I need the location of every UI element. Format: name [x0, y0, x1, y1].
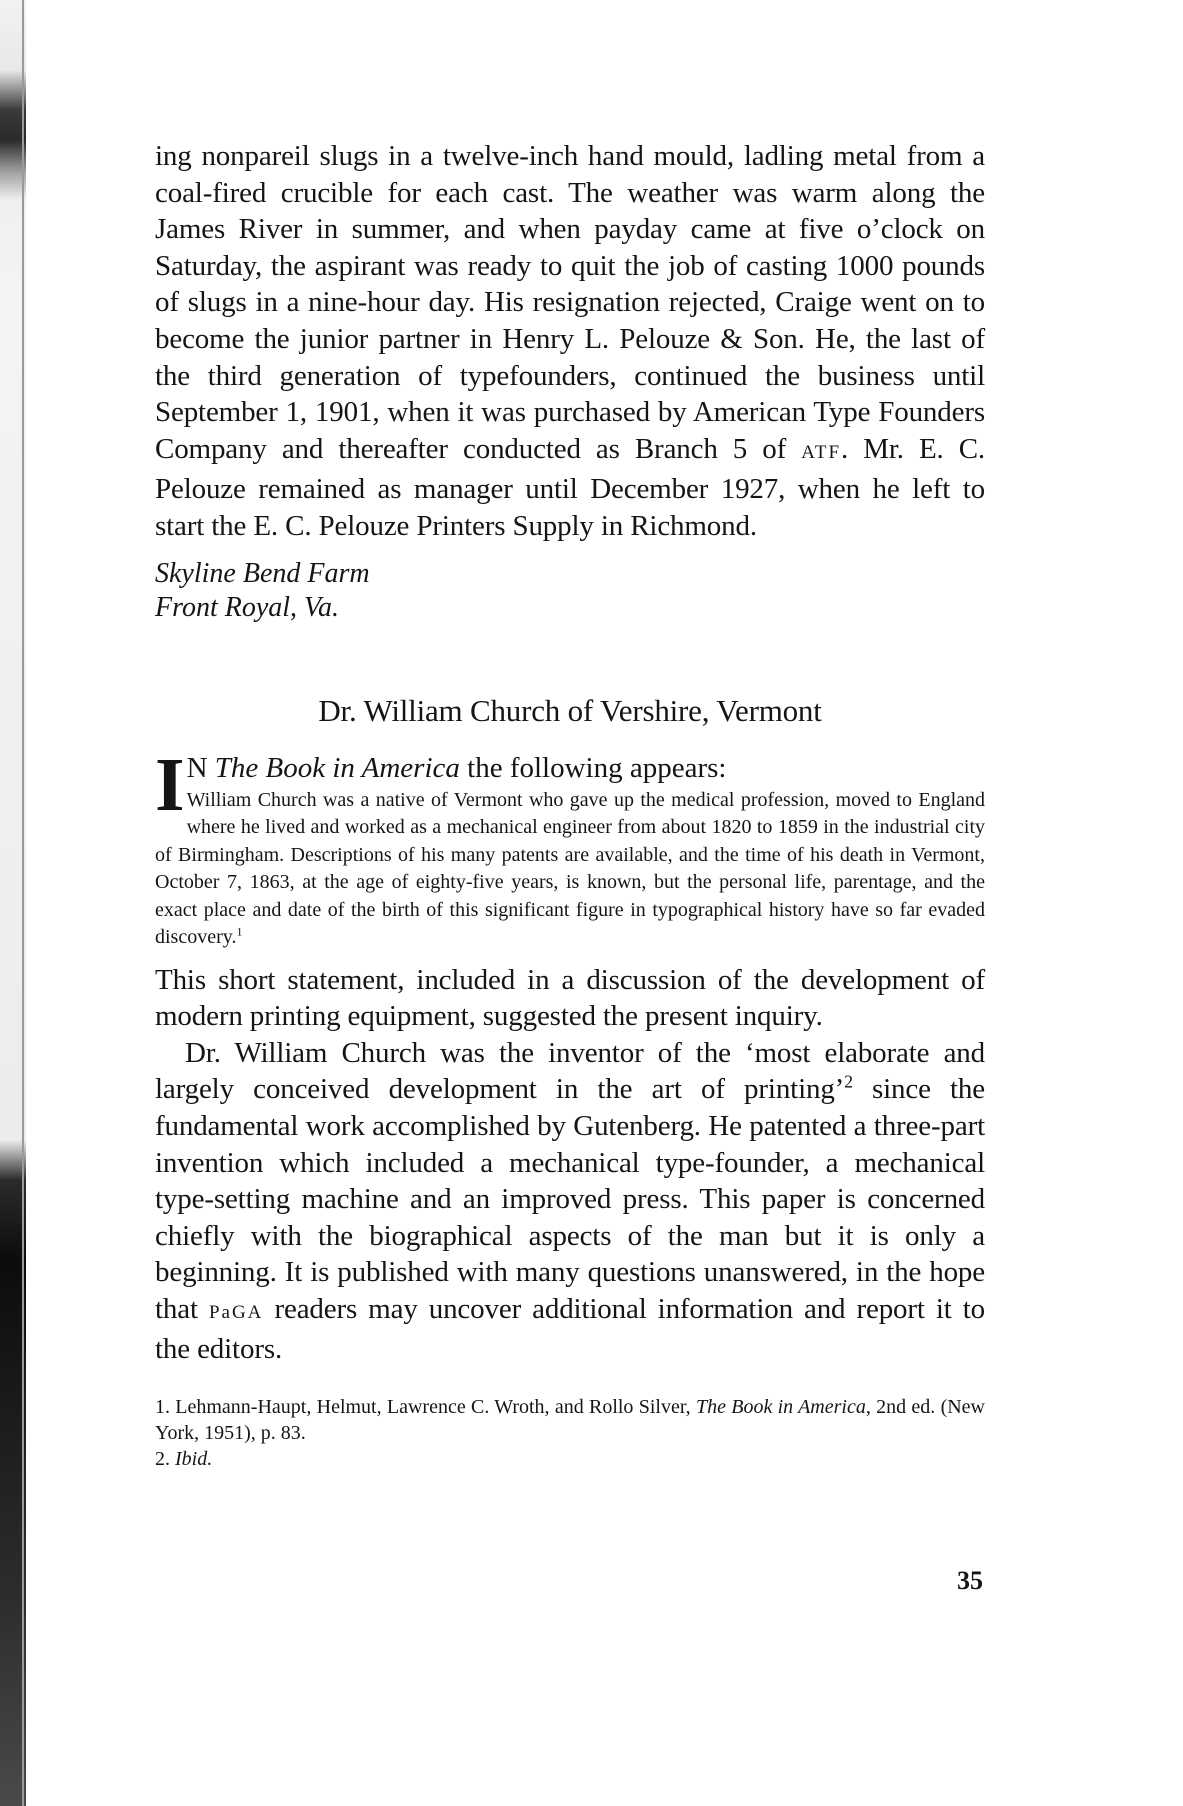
continued-paragraph [155, 138, 985, 545]
intro-prefix: N [186, 751, 215, 784]
block-quote-text: William Church was a native of Vermont who gave up the medical profession, moved to England where he lived and worked as a mechanical engineer from about 1820 to 1859 in the industrial city of Birmingham. Descriptions of his many patents are available, and the time of his death in Vermont, October 7, 1863, at the age of eighty-five years, is known, but the personal life, parentage, and the exact place and date of the birth of this significant figure in typographical history have so far evaded discovery. [155, 788, 985, 949]
footnote-1 [155, 1394, 985, 1446]
drop-cap: I [155, 742, 185, 827]
footnote-number: 2. [155, 1448, 170, 1471]
article-title: Dr. William Church of Vershire, Vermont [318, 692, 822, 728]
block-quote [155, 787, 985, 952]
footnote-2 [155, 1446, 985, 1472]
book-page [155, 138, 985, 1472]
article-paragraph-1: This short statement, included in a discussion of the development of modern printing equipment, suggested the present inquiry. [155, 963, 985, 1033]
intro-line [155, 751, 985, 785]
footnote-ref-1: 1 [236, 924, 243, 939]
continued-paragraph-end: . Mr. E. C. Pelouze remained as manager until December 1927, when he left to start the E. C. Pelouze Printers Supply in Richmond. [155, 432, 985, 542]
paragraph-2-part-1: Dr. William Church was the inventor of the ‘most elaborate and largely conceived development in the art of printing’ [155, 1036, 985, 1106]
author-signature [155, 557, 985, 625]
footnote-ref-2: 2 [844, 1071, 853, 1092]
article-intro [155, 742, 985, 952]
footnote-title: The Book in America [695, 1396, 866, 1419]
abbrev-paga: PaGA [208, 1301, 264, 1323]
intro-suffix: the following appears: [459, 751, 727, 784]
signature-location: Front Royal, Va. [155, 591, 340, 623]
paragraph-2-part-2: since the fundamental work accomplished by Gutenberg. He patented a three-part invention which included a mechanical type-founder, a mechanical type-setting machine and an improved press. This paper is concerned chiefly with the biographical aspects of the man but it is only a beginning. It is published with many questions unanswered, in the hope that [155, 1073, 985, 1325]
abbrev-atf: ATF [801, 441, 842, 463]
page-number: 35 [957, 1566, 983, 1595]
paragraph-2-part-3: readers may uncover additional information and report it to the editors. [155, 1292, 985, 1366]
footnotes [155, 1394, 985, 1472]
scan-binding-edge [22, 0, 24, 1806]
footnote-text-end: , 2nd ed. (New York, 1951), p. 83. [155, 1396, 985, 1445]
continued-paragraph-text: ing nonpareil slugs in a twelve-inch hand mould, ladling metal from a coal-fired crucible for each cast. The weather was warm along the James River in summer, and when payday came at five o’clock on Saturday, the aspirant was ready to quit the job of casting 1000 pounds of slugs in a nine-hour day. His resignation rejected, Craige went on to become the junior partner in Henry L. Pelouze & Son. He, the last of the third generation of typefounders, continued the business until September 1, 1901, when it was purchased by American Type Founders Company and thereafter conducted as Branch 5 of [155, 140, 985, 465]
article-paragraph-2 [155, 1035, 985, 1368]
signature-farm: Skyline Bend Farm [155, 557, 370, 589]
footnote-text: Lehmann-Haupt, Helmut, Lawrence C. Wroth, and Rollo Silver, [170, 1396, 696, 1419]
footnote-number: 1. [155, 1396, 170, 1419]
intro-book-title: The Book in America [214, 751, 460, 784]
footnote-title: Ibid. [175, 1448, 213, 1471]
